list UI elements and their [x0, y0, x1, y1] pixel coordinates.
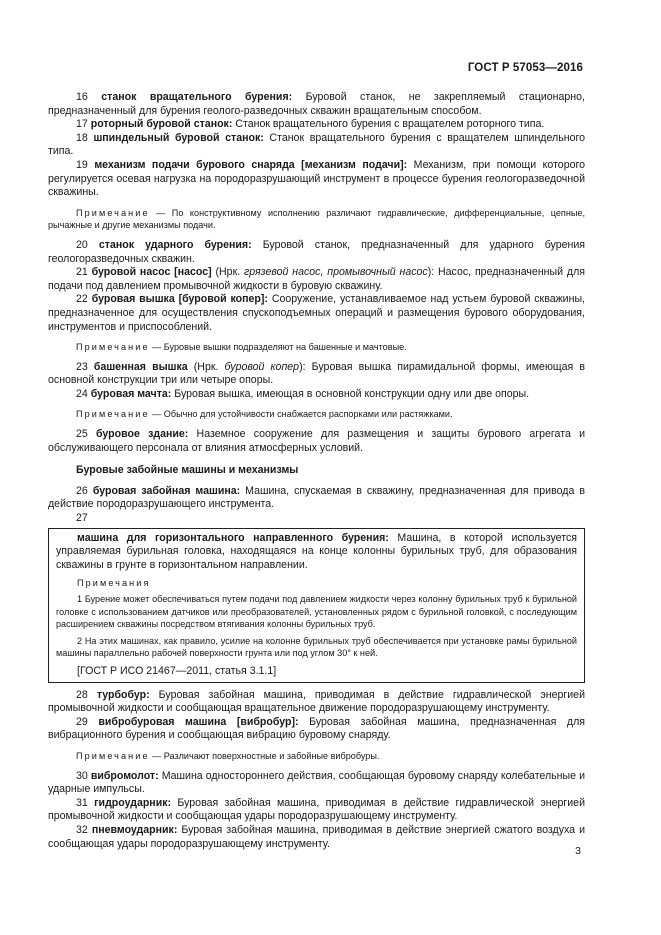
box-note-1: 1 Бурение может обеспечиваться путем подачи под давлением жидкости через колонну бурильных труб к бурильной головке с использованием датчиков или преобразователей, установленных рядом с бурильной головкой, с последующим расширением скважины посредством втягивания колонны бурильных труб. [56, 594, 577, 630]
note-24: Примечание — Обычно для устойчивости снабжается распорками или растяжками. [76, 409, 453, 420]
box-definition: машина для горизонтального направленного бурения: Машина, в которой используется управляемая бурильная головка, находящаяся на конце колонны бурильных труб, для образования скважины в грунте в горизонтальном направлении. [56, 531, 577, 571]
term-20: 20 станок ударного бурения: Буровой станок, предназначенный для ударного бурения геологоразведочных скважин. [48, 238, 585, 265]
term-19: 19 механизм подачи бурового снаряда [механизм подачи]: Механизм, при помощи которого регулируется осевая нагрузка на породоразрушающий инструмент в процессе бурения геологоразведочной скважины. [48, 158, 586, 199]
term-27-number: 27 [76, 512, 88, 525]
term-24: 24 буровая мачта: Буровая вышка, имеющая в основной конструкции одну или две опоры. [76, 387, 530, 400]
box-note-2: 2 На этих машинах, как правило, усилие на колонне бурильных труб обеспечивается при установке рамы бурильной машины параллельно рабочей поверхности грунта или под углом 30° к ней. [56, 635, 577, 659]
term-26: 26 буровая забойная машина: Машина, спускаемая в скважину, предназначенная для привода в действие породоразрушающего инструмента. [48, 484, 585, 511]
term-16: 16 станок вращательного бурения: Буровой станок, не закрепляемый стационарно, предназначенный для бурения геолого-разведочных скважин вращательным способом. [48, 91, 585, 117]
term-22: 22 буровая вышка [буровой копер]: Сооружение, устанавливаемое над устьем буровой скважины, предназначенное для осуществления спускоподъемных операций и размещения бурового оборудования, инструментов и приспособлений. [48, 293, 586, 333]
term-31: 31 гидроударник: Буровая забойная машина, приводимая в действие гидравлической энергией промывочной жидкости и сообщающая удары породоразрушающему инструменту. [48, 796, 585, 823]
term-17: 17 роторный буровой станок: Станок вращательного бурения с вращателем роторного типа. [76, 118, 545, 131]
section-heading: Буровые забойные машины и механизмы [76, 464, 299, 477]
term-23: 23 башенная вышка (Нрк. буровой копер): Буровая вышка пирамидальной формы, имеющая в основной конструкции три или четыре опоры. [48, 360, 585, 387]
note-29: Примечание — Различают поверхностные и забойные вибробуры. [76, 750, 380, 761]
term-28: 28 турбобур: Буровая забойная машина, приводимая в действие гидравлической энергией промывочной жидкости и сообщающая вращательное движение породоразрушающему инструменту. [48, 688, 585, 715]
term-21: 21 буровой насос [насос] (Нрк. грязевой насос, промывочный насос): Насос, предназначенный для подачи под давлением промывочной жидкости в буровую скважину. [48, 266, 585, 292]
note-22: Примечание — Буровые вышки подразделяют на башенные и мачтовые. [76, 342, 407, 353]
box-reference: [ГОСТ Р ИСО 21467—2011, статья 3.1.1] [77, 664, 277, 677]
page-number: 3 [575, 845, 581, 857]
document-body [48, 91, 585, 851]
term-32: 32 пневмоударник: Буровая забойная машина, приводимая в действие энергией сжатого воздуха и сообщающая удары породоразрушающему инструменту. [48, 823, 585, 850]
box-notes-label: Примечания [77, 578, 151, 589]
term-25: 25 буровое здание: Наземное сооружение для размещения и защиты бурового агрегата и обслуживающего персонала от влияния атмосферных условий. [48, 428, 585, 454]
term-29: 29 вибробуровая машина [вибробур]: Буровая забойная машина, предназначенная для вибрационного бурения и сообщающая вибрацию буровому снаряду. [48, 715, 585, 742]
iso-term-box [48, 528, 585, 683]
term-30: 30 вибромолот: Машина одностороннего действия, сообщающая буровому снаряду колебательные и ударные импульсы. [48, 769, 585, 796]
note-19: Примечание — По конструктивному исполнению различают гидравлические, дифференциальные, цепные, рычажные и другие механизмы подачи. [48, 207, 585, 231]
standard-header: ГОСТ Р 57053—2016 [467, 62, 583, 74]
term-18: 18 шпиндельный буровой станок: Станок вращательного бурения с вращателем шпиндельного типа. [48, 131, 585, 158]
